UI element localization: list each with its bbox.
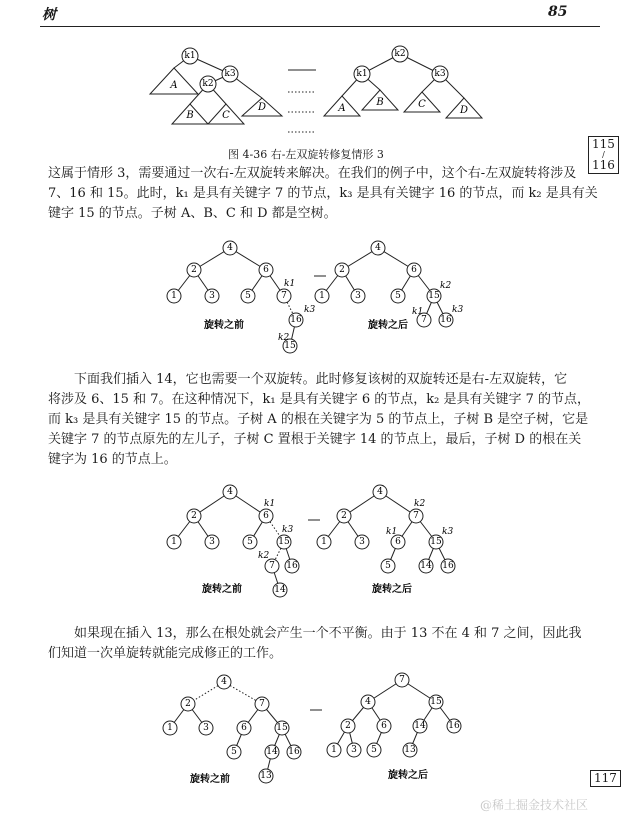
- subtree-label: C: [222, 110, 230, 121]
- svg-text:7: 7: [281, 291, 287, 301]
- tree-node: [367, 743, 381, 757]
- svg-text:1: 1: [171, 291, 177, 301]
- tree-node: [381, 559, 395, 573]
- tree-node: [181, 697, 195, 711]
- tree-node: [285, 559, 299, 573]
- tree-node: [391, 535, 405, 549]
- svg-text:3: 3: [209, 537, 215, 547]
- svg-text:14: 14: [266, 747, 278, 757]
- svg-text:1: 1: [321, 537, 327, 547]
- tree-node: [441, 559, 455, 573]
- svg-text:15: 15: [430, 537, 442, 547]
- tree-node: [243, 535, 257, 549]
- page-box: 117: [590, 770, 621, 787]
- paragraph-line: 而 k₃ 是具有关键字 15 的节点。子树 A 的根在关键字为 5 的节点上，子树 B 是空子树，它是: [48, 412, 589, 427]
- tree-node: [182, 48, 198, 64]
- paragraph-line: 如果现在插入 13，那么在根处就会产生一个不平衡。由于 13 不在 4 和 7 之间，因此我: [74, 626, 582, 641]
- margin-page-bottom: 116: [592, 158, 615, 172]
- node-annotation: k1: [412, 307, 424, 317]
- svg-text:k2: k2: [202, 79, 214, 89]
- tree-node: [199, 721, 213, 735]
- paragraph-line: 下面我们插入 14，它也需要一个双旋转。此时修复该树的双旋转还是右-左双旋转，它: [74, 372, 568, 387]
- tree-node: [259, 263, 273, 277]
- tree-node: [289, 313, 303, 327]
- paragraph-1: [48, 164, 598, 224]
- tree-node: [413, 719, 427, 733]
- svg-text:6: 6: [381, 721, 387, 731]
- tree-node: [167, 289, 181, 303]
- svg-text:16: 16: [290, 315, 302, 325]
- tree-figure-3: [152, 670, 472, 786]
- svg-text:16: 16: [286, 561, 298, 571]
- subtree-label: A: [338, 103, 346, 114]
- svg-text:5: 5: [371, 745, 377, 755]
- svg-text:5: 5: [245, 291, 251, 301]
- svg-text:16: 16: [440, 315, 452, 325]
- svg-text:2: 2: [185, 699, 191, 709]
- tree-node: [275, 721, 289, 735]
- tree-node: [222, 66, 238, 82]
- tree-node: [223, 485, 237, 499]
- figure-caption: 图 4-36 右-左双旋转修复情形 3: [228, 148, 384, 161]
- tree-node: [317, 535, 331, 549]
- svg-text:5: 5: [231, 747, 237, 757]
- node-annotation: k1: [284, 279, 296, 289]
- paragraph-line: 7、16 和 15。此时，k₁ 是具有关键字 7 的节点，k₃ 是具有关键字 16 的节点，而 k₂ 是具有关: [48, 186, 598, 201]
- node-annotation: k3: [442, 527, 454, 537]
- node-annotation: k1: [386, 527, 398, 537]
- margin-page-ref: 115 / 116: [588, 136, 619, 174]
- tree-node: [337, 509, 351, 523]
- svg-text:2: 2: [341, 511, 347, 521]
- subtree-label: C: [418, 99, 426, 110]
- svg-text:7: 7: [269, 561, 275, 571]
- tree-node: [403, 743, 417, 757]
- svg-text:15: 15: [276, 723, 288, 733]
- paragraph-line: 关键字 7 的节点原先的左儿子，子树 C 置根于关键字 14 的节点上，最后，子树 D 的根在关: [48, 432, 582, 447]
- svg-text:3: 3: [351, 745, 357, 755]
- svg-text:5: 5: [247, 537, 253, 547]
- tree-node: [223, 241, 237, 255]
- node-annotation: k2: [414, 499, 426, 509]
- tree-node: [335, 263, 349, 277]
- node-annotation: k3: [452, 305, 464, 315]
- svg-text:15: 15: [430, 697, 442, 707]
- tree-node: [227, 745, 241, 759]
- paragraph-line: 键字为 16 的节点上。: [48, 452, 177, 467]
- tree-node: [347, 743, 361, 757]
- node-annotation: k2: [258, 551, 270, 561]
- svg-text:6: 6: [263, 265, 269, 275]
- svg-text:5: 5: [385, 561, 391, 571]
- svg-text:13: 13: [404, 745, 416, 755]
- svg-text:1: 1: [331, 745, 337, 755]
- paragraph-3: [48, 624, 582, 664]
- svg-text:4: 4: [377, 487, 383, 497]
- tree-node: [315, 289, 329, 303]
- after-label: 旋转之后: [388, 770, 428, 781]
- svg-text:15: 15: [284, 341, 296, 351]
- tree-node: [205, 535, 219, 549]
- tree-node: [273, 583, 287, 597]
- tree-node: [265, 745, 279, 759]
- tree-node: [277, 289, 291, 303]
- tree-node: [351, 289, 365, 303]
- before-label: 旋转之前: [190, 774, 230, 785]
- node-annotation: k3: [304, 305, 316, 315]
- node-annotation: k1: [264, 499, 276, 509]
- before-label: 旋转之前: [204, 320, 244, 331]
- node-annotation: k3: [282, 525, 294, 535]
- svg-text:k1: k1: [356, 69, 368, 79]
- paragraph-line: 们知道一次单旋转就能完成修正的工作。: [48, 646, 283, 661]
- svg-text:16: 16: [442, 561, 454, 571]
- tree-node: [341, 719, 355, 733]
- subtree-label: A: [170, 80, 178, 91]
- figure-4-36: [130, 40, 510, 142]
- tree-node: [277, 535, 291, 549]
- tree-node: [409, 509, 423, 523]
- svg-text:k3: k3: [224, 69, 236, 79]
- subtree-label: D: [257, 102, 267, 113]
- tree-node: [259, 769, 273, 783]
- svg-text:13: 13: [260, 771, 272, 781]
- subtree-label: D: [459, 105, 469, 116]
- paragraph-line: 这属于情形 3，需要通过一次右-左双旋转来解决。在我们的例子中，这个右-左双旋转将涉及: [48, 166, 577, 181]
- svg-text:2: 2: [191, 511, 197, 521]
- svg-text:15: 15: [428, 291, 440, 301]
- running-header-title: 树: [42, 7, 56, 23]
- svg-text:4: 4: [221, 677, 227, 687]
- tree-node: [447, 719, 461, 733]
- tree-node: [429, 695, 443, 709]
- svg-text:15: 15: [278, 537, 290, 547]
- svg-text:7: 7: [413, 511, 419, 521]
- tree-node: [265, 559, 279, 573]
- svg-text:k3: k3: [434, 69, 446, 79]
- tree-node: [187, 263, 201, 277]
- tree-node: [419, 559, 433, 573]
- paragraph-2: [48, 370, 590, 470]
- svg-text:7: 7: [399, 675, 405, 685]
- svg-text:14: 14: [420, 561, 432, 571]
- paragraph-line: 将涉及 6、15 和 7。在这种情况下，k₁ 是具有关键字 6 的节点，k₂ 是具有关键字 7 的节点，: [48, 392, 590, 407]
- paragraph-line: 键字 15 的节点。子树 A、B、C 和 D 都是空树。: [48, 206, 337, 221]
- tree-node: [287, 745, 301, 759]
- tree-node: [259, 509, 273, 523]
- svg-text:6: 6: [395, 537, 401, 547]
- tree-node: [241, 289, 255, 303]
- tree-node: [429, 535, 443, 549]
- after-label: 旋转之后: [368, 320, 408, 331]
- svg-text:7: 7: [421, 315, 427, 325]
- svg-text:k2: k2: [394, 49, 406, 59]
- tree-node: [327, 743, 341, 757]
- svg-text:7: 7: [259, 699, 265, 709]
- tree-node: [200, 76, 216, 92]
- tree-node: [187, 509, 201, 523]
- svg-text:2: 2: [339, 265, 345, 275]
- tree-node: [354, 66, 370, 82]
- svg-text:2: 2: [191, 265, 197, 275]
- tree-node: [237, 721, 251, 735]
- svg-text:4: 4: [375, 243, 381, 253]
- svg-text:16: 16: [288, 747, 300, 757]
- svg-text:6: 6: [241, 723, 247, 733]
- tree-node: [205, 289, 219, 303]
- page-number: 85: [548, 4, 568, 20]
- tree-node: [392, 46, 408, 62]
- node-annotation: k2: [278, 333, 290, 343]
- margin-page-top: 115: [592, 137, 615, 151]
- svg-text:4: 4: [365, 697, 371, 707]
- tree-node: [407, 263, 421, 277]
- subtree-label: B: [376, 97, 384, 108]
- tree-figure-2: [158, 480, 478, 598]
- tree-node: [373, 485, 387, 499]
- watermark: @稀土掘金技术社区: [480, 798, 589, 812]
- before-label: 旋转之前: [202, 584, 242, 595]
- svg-text:3: 3: [203, 723, 209, 733]
- svg-text:1: 1: [171, 537, 177, 547]
- svg-text:3: 3: [355, 291, 361, 301]
- tree-node: [439, 313, 453, 327]
- svg-text:4: 4: [227, 243, 233, 253]
- svg-text:3: 3: [359, 537, 365, 547]
- tree-node: [355, 535, 369, 549]
- tree-node: [167, 535, 181, 549]
- svg-text:1: 1: [167, 723, 173, 733]
- svg-text:1: 1: [319, 291, 325, 301]
- subtree-label: B: [186, 110, 194, 121]
- svg-text:k1: k1: [184, 51, 196, 61]
- svg-text:16: 16: [448, 721, 460, 731]
- tree-node: [377, 719, 391, 733]
- tree-node: [217, 675, 231, 689]
- svg-text:6: 6: [411, 265, 417, 275]
- tree-node: [371, 241, 385, 255]
- tree-node: [427, 289, 441, 303]
- tree-node: [432, 66, 448, 82]
- svg-text:6: 6: [263, 511, 269, 521]
- tree-node: [255, 697, 269, 711]
- svg-text:3: 3: [209, 291, 215, 301]
- svg-text:5: 5: [395, 291, 401, 301]
- tree-node: [163, 721, 177, 735]
- after-label: 旋转之后: [372, 584, 412, 595]
- svg-text:2: 2: [345, 721, 351, 731]
- header-rule: [40, 26, 600, 27]
- svg-text:14: 14: [414, 721, 426, 731]
- tree-node: [395, 673, 409, 687]
- tree-figure-1: [150, 236, 480, 360]
- svg-text:14: 14: [274, 585, 286, 595]
- node-annotation: k2: [440, 281, 452, 291]
- tree-node: [391, 289, 405, 303]
- svg-text:4: 4: [227, 487, 233, 497]
- tree-node: [361, 695, 375, 709]
